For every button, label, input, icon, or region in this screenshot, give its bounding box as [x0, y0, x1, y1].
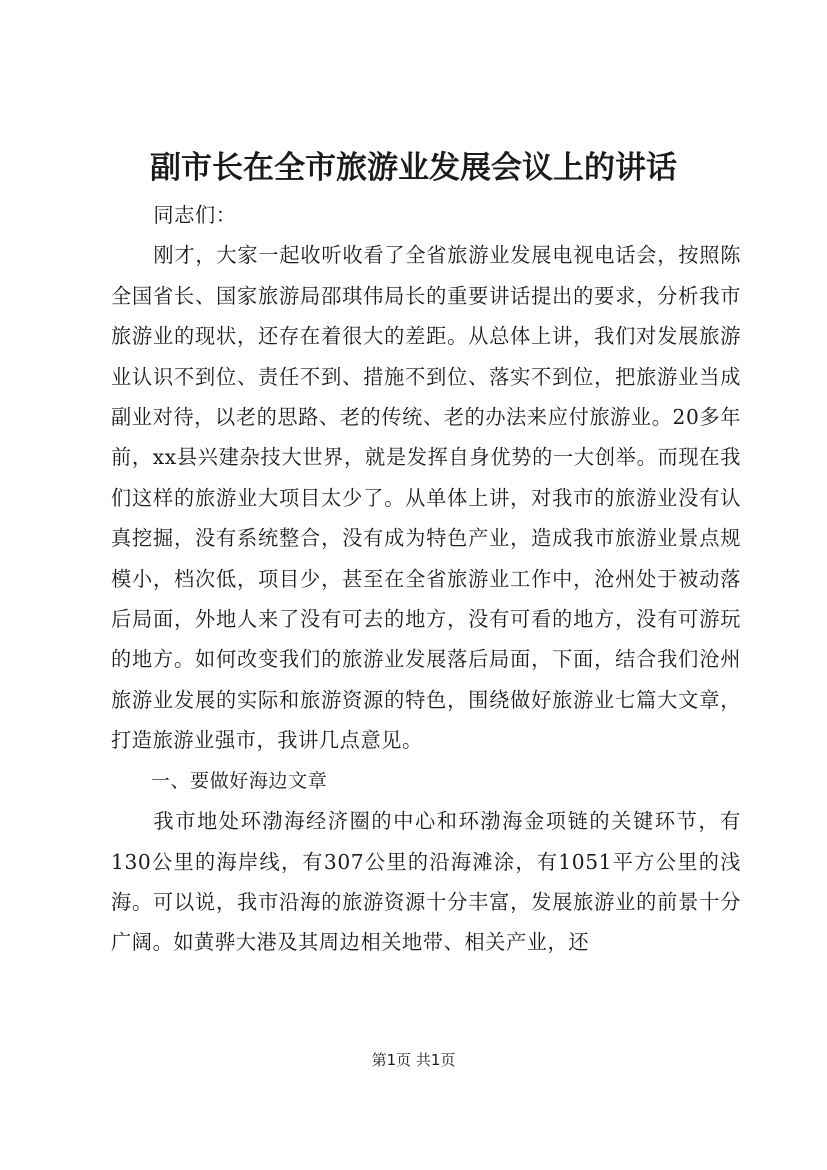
section-paragraph: 我市地处环渤海经济圈的中心和环渤海金项链的关键环节，有130公里的海岸线，有307公里的沿海滩涂，有1051平方公里的浅海。可以说，我市沿海的旅游资源十分丰富，发展旅游业的前景十分广阔。如黄骅大港及其周边相关地带、相关产业，还: [111, 809, 741, 955]
section-heading: 一、要做好海边文章: [150, 769, 328, 792]
salutation: 同志们：: [153, 203, 237, 227]
document-title: 副市长在全市旅游业发展会议上的讲话: [150, 150, 677, 186]
document-body: [111, 195, 741, 963]
page-footer: 第1页 共1页: [371, 1051, 456, 1069]
body-paragraph: 刚才，大家一起收听收看了全省旅游业发展电视电话会，按照陈全国省长、国家旅游局邵琪伟局长的重要讲话提出的要求，分析我市旅游业的现状，还存在着很大的差距。从总体上讲，我们对发展旅游业认识不到位、责任不到、措施不到位、落实不到位，把旅游业当成副业对待，以老的思路、老的传统、老的办法来应付旅游业。20多年前，xx县兴建杂技大世界，就是发挥自身优势的一大创举。而现在我们这样的旅游业大项目太少了。从单体上讲，对我市的旅游业没有认真挖掘，没有系统整合，没有成为特色产业，造成我市旅游业景点规模小，档次低，项目少，甚至在全省旅游业工作中，沧州处于被动落后局面，外地人来了没有可去的地方，没有可看的地方，没有可游玩的地方。如何改变我们的旅游业发展落后局面，下面，结合我们沧州旅游业发展的实际和旅游资源的特色，围绕做好旅游业七篇大文章，打造旅游业强市，我讲几点意见。: [111, 243, 741, 753]
